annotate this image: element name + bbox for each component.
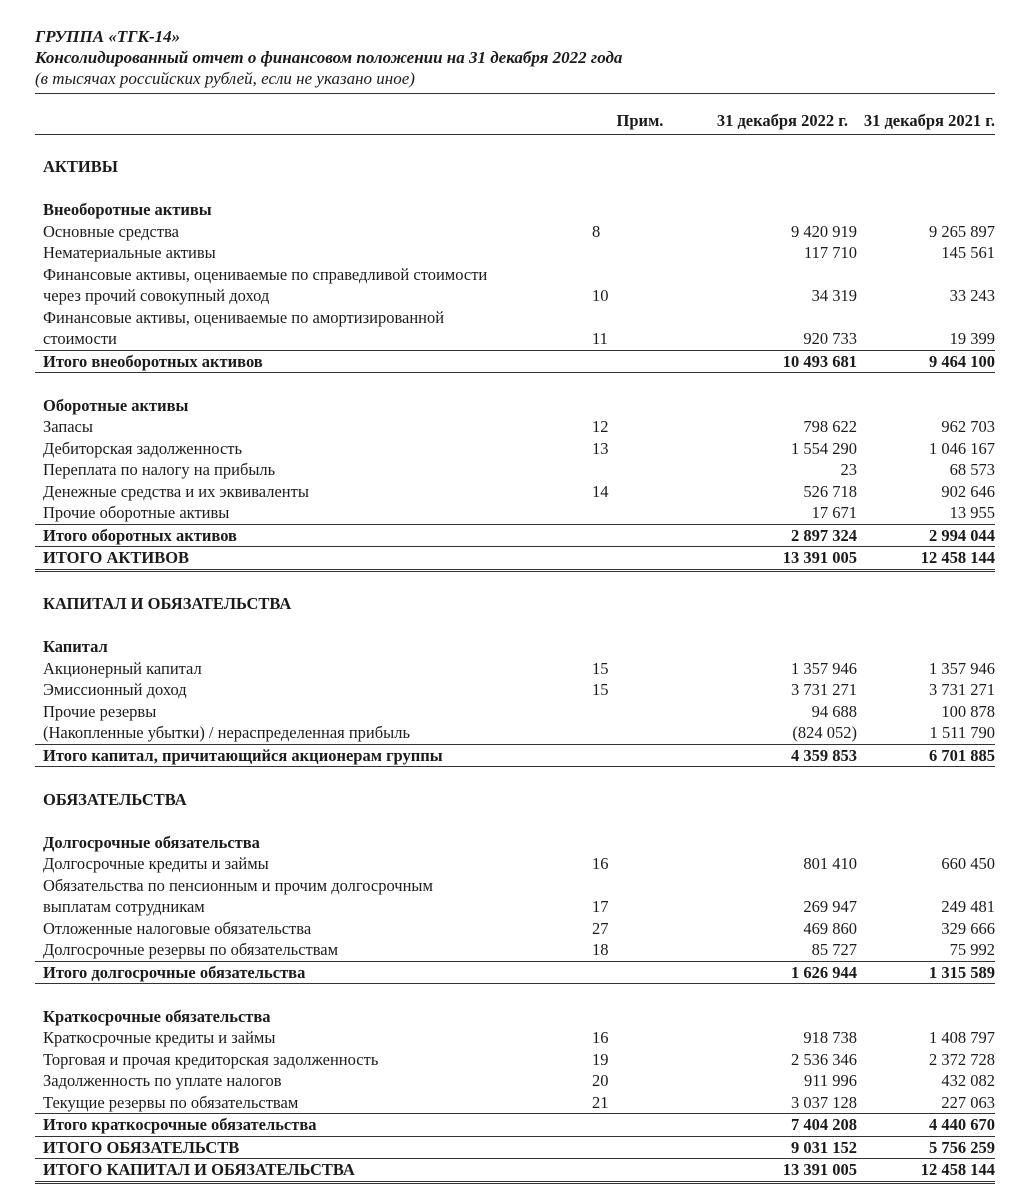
total-row-noncurrent-liabilities: Итого долгосрочные обязательства 1 626 944 1 315 589 xyxy=(35,961,995,985)
table-row: Торговая и прочая кредиторская задолженность 19 2 536 346 2 372 728 xyxy=(43,1049,995,1069)
table-row: Акционерный капитал 15 1 357 946 1 357 946 xyxy=(43,658,995,678)
table-row: Текущие резервы по обязательствам 21 3 037 128 227 063 xyxy=(43,1092,995,1112)
table-row: стоимости 11 920 733 19 399 xyxy=(43,329,995,348)
table-row: (Накопленные убытки) / нераспределенная прибыль (824 052) 1 511 790 xyxy=(43,723,995,742)
subsection-title: Капитал xyxy=(43,637,108,656)
total-row-liabilities: ИТОГО ОБЯЗАТЕЛЬСТВ 9 031 152 5 756 259 xyxy=(35,1137,995,1160)
table-row: Долгосрочные кредиты и займы 16 801 410 660 450 xyxy=(43,854,995,873)
table-row: Финансовые активы, оцениваемые по амортизированной xyxy=(43,307,445,327)
table-row: Финансовые активы, оцениваемые по справедливой стоимости xyxy=(43,264,488,284)
table-row: Краткосрочные кредиты и займы 16 918 738 1 408 797 xyxy=(43,1028,995,1047)
total-row-assets: ИТОГО АКТИВОВ 13 391 005 12 458 144 xyxy=(35,547,995,572)
subsection-title: Краткосрочные обязательства xyxy=(43,1006,271,1026)
table-row: через прочий совокупный доход 10 34 319 33 243 xyxy=(43,286,995,305)
table-row: Переплата по налогу на прибыль 23 68 573 xyxy=(43,460,995,479)
table-row: Задолженность по уплате налогов 20 911 996 432 082 xyxy=(43,1071,995,1090)
subsection-title: Оборотные активы xyxy=(43,395,189,415)
header-rule xyxy=(35,93,995,94)
table-row: Прочие оборотные активы 17 671 13 955 xyxy=(43,503,995,522)
subsection-title: Долгосрочные обязательства xyxy=(43,832,260,852)
balance-sheet-table xyxy=(35,110,995,1184)
table-row: Дебиторская задолженность 13 1 554 290 1 046 167 xyxy=(43,438,995,458)
section-title-assets: АКТИВЫ xyxy=(43,157,118,176)
column-header-row xyxy=(35,110,995,135)
section-title-equity-liabilities: КАПИТАЛ И ОБЯЗАТЕЛЬСТВА xyxy=(43,594,292,613)
table-row: Обязательства по пенсионным и прочим долгосрочным xyxy=(43,875,433,895)
total-row-noncurrent-assets: Итого внеоборотных активов 10 493 681 9 464 100 xyxy=(35,350,995,374)
table-row: Прочие резервы 94 688 100 878 xyxy=(43,701,995,721)
table-row: Отложенные налоговые обязательства 27 469 860 329 666 xyxy=(43,918,995,938)
table-row: Основные средства 8 9 420 919 9 265 897 xyxy=(43,221,995,241)
column-header-2021: 31 декабря 2021 г. xyxy=(863,111,995,130)
company-name: ГРУППА «ТГК-14» xyxy=(35,27,181,46)
statement-title: Консолидированный отчет о финансовом положении на 31 декабря 2022 года xyxy=(35,48,623,67)
column-header-note: Прим. xyxy=(616,111,664,130)
table-row: Эмиссионный доход 15 3 731 271 3 731 271 xyxy=(43,680,995,699)
document-header xyxy=(35,26,995,89)
section-title-liabilities: ОБЯЗАТЕЛЬСТВА xyxy=(43,789,187,809)
total-row-current-assets: Итого оборотных активов 2 897 324 2 994 044 xyxy=(35,524,995,548)
total-row-equity-and-liabilities: ИТОГО КАПИТАЛ И ОБЯЗАТЕЛЬСТВА 13 391 005 12 458 144 xyxy=(35,1159,995,1184)
total-row-current-liabilities: Итого краткосрочные обязательства 7 404 208 4 440 670 xyxy=(35,1113,995,1137)
units-note: (в тысячах российских рублей, если не указано иное) xyxy=(35,69,415,88)
table-row: выплатам сотрудникам 17 269 947 249 481 xyxy=(43,897,995,916)
table-row: Нематериальные активы 117 710 145 561 xyxy=(43,243,995,262)
table-row: Денежные средства и их эквиваленты 14 526 718 902 646 xyxy=(43,481,995,501)
table-row: Запасы 12 798 622 962 703 xyxy=(43,417,995,436)
total-row-equity: Итого капитал, причитающийся акционерам группы 4 359 853 6 701 885 xyxy=(35,744,995,768)
subsection-title: Внеоборотные активы xyxy=(43,200,212,219)
table-row: Долгосрочные резервы по обязательствам 18 85 727 75 992 xyxy=(43,940,995,959)
column-header-2022: 31 декабря 2022 г. xyxy=(716,111,848,130)
